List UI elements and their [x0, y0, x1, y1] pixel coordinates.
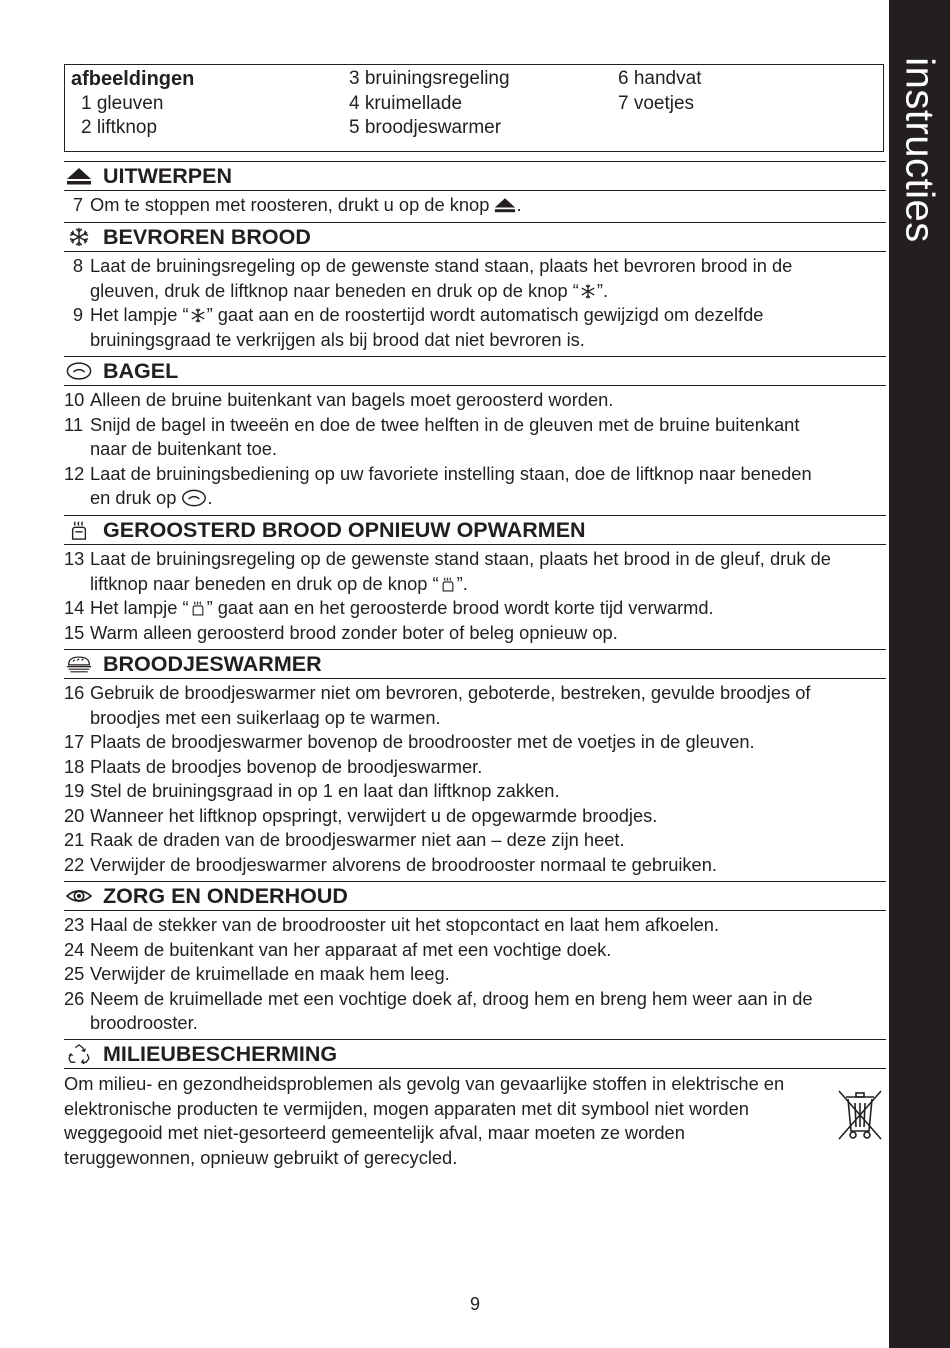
list-item: 24 Neem de buitenkant van her apparaat af met een vochtige doek.	[64, 938, 612, 960]
list-item: 12 Laat de bruiningsbediening op uw favoriete instelling staan, doe de liftknop naar beneden en druk op .	[64, 462, 812, 508]
list-item: 14 Het lampje “ ” gaat aan en het geroosterde brood wordt korte tijd verwarmd.	[64, 597, 714, 618]
section-header	[64, 1039, 886, 1069]
bun-warmer-icon	[66, 654, 92, 674]
list-item: 9 Het lampje “ ” gaat aan en de roostertijd wordt automatisch gewijzigd om dezelfde bruiningsgraad te verkrijgen als bij brood dat niet bevroren is.	[72, 304, 764, 350]
list-item: 18 Plaats de broodjes bovenop de broodjeswarmer.	[64, 755, 483, 777]
figures-column-3	[618, 67, 701, 116]
list-item: 13 Laat de bruiningsregeling op de gewenste stand staan, plaats het brood in de gleuf, druk de liftknop naar beneden en druk op de knop “ ”.	[64, 548, 831, 594]
list-item: 15 Warm alleen geroosterd brood zonder boter of beleg opnieuw op.	[64, 621, 618, 643]
list-item: 10 Alleen de bruine buitenkant van bagels moet geroosterd worden.	[64, 389, 614, 410]
section-title: MILIEUBESCHERMING	[103, 1042, 338, 1066]
figure-item: 1 gleuven	[81, 92, 164, 114]
section-bun-warmer	[64, 649, 886, 877]
crossed-bin-icon	[836, 1087, 884, 1141]
figures-column-2	[349, 67, 510, 141]
section-eject	[64, 161, 886, 218]
section-bagel	[64, 356, 886, 511]
section-title: GEROOSTERD BROOD OPNIEUW OPWARMEN	[103, 518, 586, 542]
list-item: 8 Laat de bruiningsregeling op de gewenste stand staan, plaats het bevroren brood in de gleuven, druk de liftknop naar beneden en druk op de knop “ ”.	[72, 255, 793, 301]
reheat-icon	[439, 575, 457, 593]
figures-column-1	[71, 67, 194, 141]
list-item: 11 Snijd de bagel in tweeën en doe de twee helften in de gleuven met de bruine buitenkant naar de buitenkant toe.	[64, 413, 800, 459]
list-item: 22 Verwijder de broodjeswarmer alvorens de broodrooster normaal te gebruiken.	[64, 853, 717, 875]
section-header	[64, 515, 886, 545]
eye-icon	[66, 886, 92, 906]
section-environment	[64, 1039, 886, 1170]
bagel-icon	[181, 489, 207, 507]
eject-icon	[66, 166, 92, 186]
reheat-icon	[66, 520, 92, 540]
figure-item: 6 handvat	[618, 68, 702, 89]
side-tab-label: instructies	[897, 57, 942, 243]
section-header	[64, 881, 886, 911]
list-item: 26 Neem de kruimellade met een vochtige doek af, droog hem en breng hem weer aan in de broodrooster.	[64, 987, 813, 1033]
section-header	[64, 161, 886, 191]
section-frozen	[64, 222, 886, 352]
bagel-icon	[66, 361, 92, 381]
snowflake-icon	[66, 227, 92, 247]
list-item: 25 Verwijder de kruimellade en maak hem leeg.	[64, 963, 450, 984]
section-title: ZORG EN ONDERHOUD	[103, 884, 348, 908]
reheat-icon	[189, 599, 207, 617]
list-item: 7 Om te stoppen met roosteren, drukt u op de knop .	[72, 194, 522, 215]
figure-item: 3 bruiningsregeling	[349, 68, 510, 89]
figures-legend-box	[64, 64, 884, 152]
section-care	[64, 881, 886, 1036]
section-title: BAGEL	[103, 359, 179, 383]
section-header	[64, 222, 886, 252]
section-title: BROODJESWARMER	[103, 652, 322, 676]
section-header	[64, 356, 886, 386]
snowflake-icon	[579, 283, 597, 300]
page-number: 9	[469, 1294, 480, 1314]
recycle-icon	[66, 1044, 92, 1064]
environment-paragraph: Om milieu- en gezondheidsproblemen als gevolg van gevaarlijke stoffen in elektrische en elektronische producten te vermijden, mogen apparaten met dit symbool niet worden weggegooid met niet-gesorteerd gemeentelijk afval, maar moeten ze worden teruggewonnen, opnieuw gebruikt of gerecycled.	[64, 1073, 785, 1168]
list-item: 17 Plaats de broodjeswarmer bovenop de broodrooster met de voetjes in de gleuven.	[64, 731, 755, 752]
list-item: 16 Gebruik de broodjeswarmer niet om bevroren, geboterde, bestreken, gevulde broodjes of broodjes met een suikerlaag op te warmen.	[64, 682, 811, 728]
list-item: 20 Wanneer het liftknop opspringt, verwijdert u de opgewarmde broodjes.	[64, 804, 658, 826]
section-reheat	[64, 515, 886, 645]
section-title: BEVROREN BROOD	[103, 225, 311, 249]
snowflake-icon	[189, 307, 207, 324]
figure-item: 5 broodjeswarmer	[349, 117, 502, 138]
section-header	[64, 649, 886, 679]
list-item: 21 Raak de draden van de broodjeswarmer niet aan – deze zijn heet.	[64, 829, 625, 850]
section-title: UITWERPEN	[103, 164, 232, 188]
list-item: 19 Stel de bruiningsgraad in op 1 en laat dan liftknop zakken.	[64, 780, 560, 801]
figures-title: afbeeldingen	[71, 68, 195, 90]
figure-item: 7 voetjes	[618, 92, 695, 114]
figure-item: 2 liftknop	[81, 117, 158, 138]
eject-icon	[494, 196, 516, 214]
figure-item: 4 kruimellade	[349, 92, 463, 114]
list-item: 23 Haal de stekker van de broodrooster uit het stopcontact en laat hem afkoelen.	[64, 914, 720, 935]
